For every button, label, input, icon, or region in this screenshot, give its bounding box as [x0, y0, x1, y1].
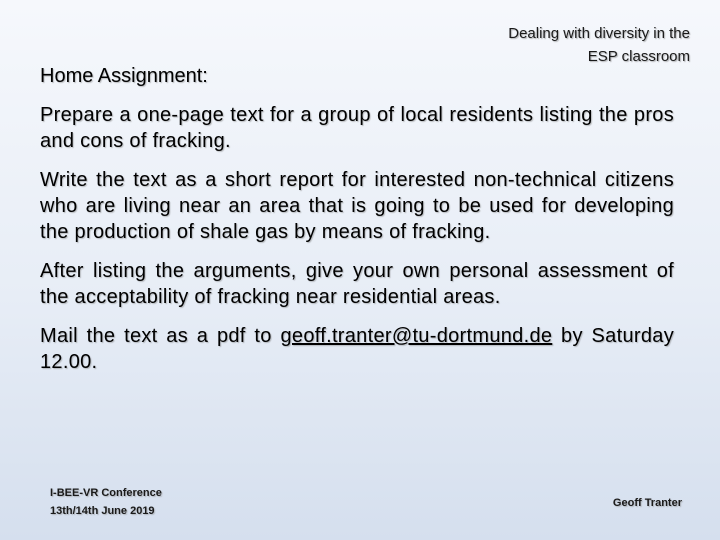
page-title: Home Assignment:: [40, 65, 208, 87]
conference-footer: [50, 484, 162, 520]
header-title-line1: Dealing with diversity in the: [508, 25, 690, 42]
paragraph-task: Prepare a one-page text for a group of local residents listing the pros and cons of fracking.: [40, 104, 674, 152]
conference-name: I-BEE-VR Conference: [50, 487, 162, 499]
author-footer: Geoff Tranter: [612, 497, 682, 509]
paragraph-assessment: After listing the arguments, give your own personal assessment of the acceptability of fracking near residential areas.: [40, 260, 674, 308]
paragraph-submission: [40, 323, 674, 375]
slide-header: [508, 22, 690, 68]
submission-text-before: Mail the text as a pdf to: [40, 325, 281, 347]
submission-text-after: by Saturday 12.00.: [40, 325, 674, 373]
header-title-line2: ESP classroom: [587, 48, 690, 65]
email-link[interactable]: geoff.tranter@tu-dortmund.de: [280, 325, 553, 347]
conference-date: 13th/14th June 2019: [50, 505, 155, 517]
assignment-body: [40, 102, 674, 375]
paragraph-audience: Write the text as a short report for interested non-technical citizens who are living near an area that is going to be used for developing the production of shale gas by means of fracking.: [40, 169, 674, 243]
